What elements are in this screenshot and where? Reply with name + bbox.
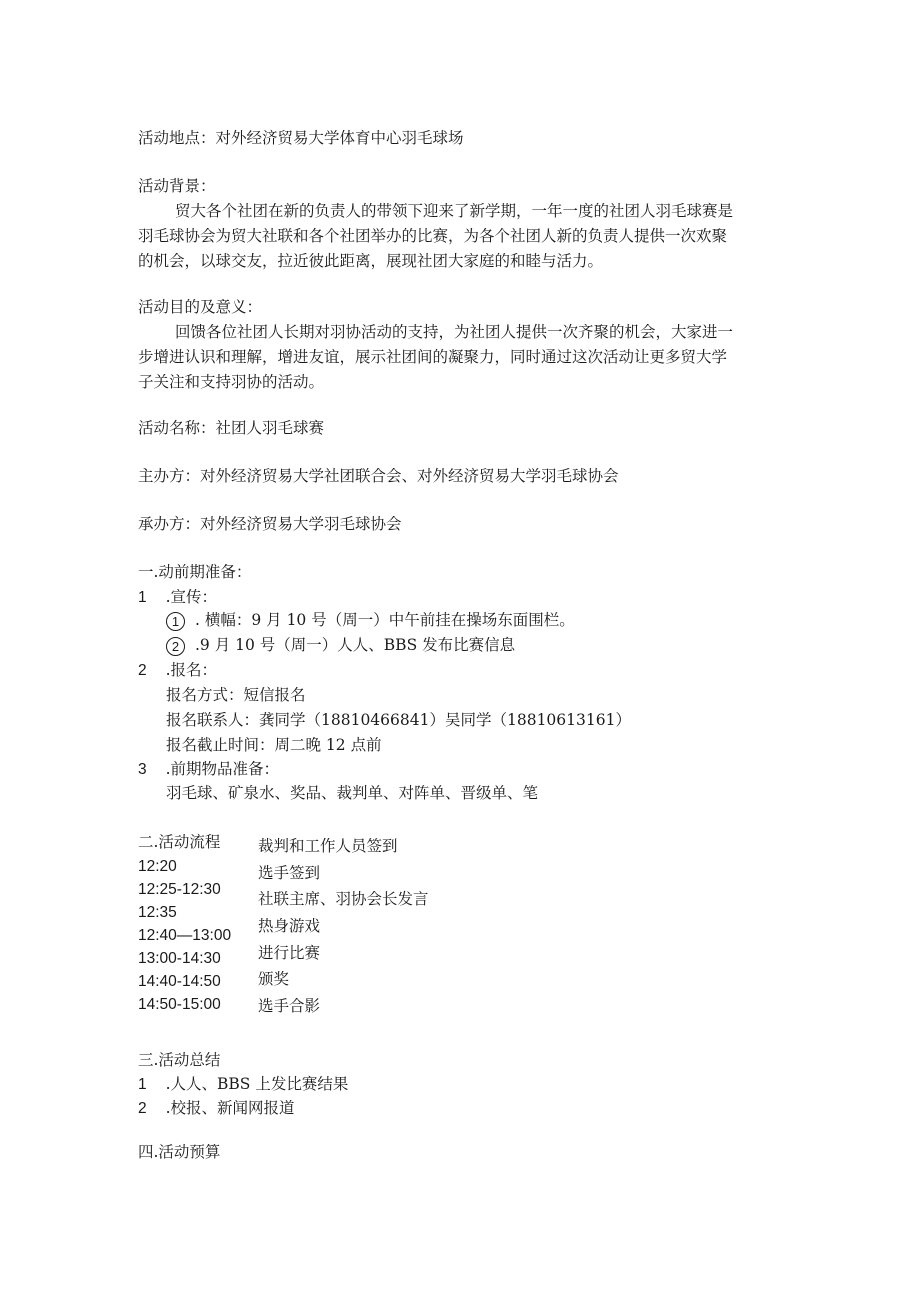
venue-line: 活动地点：对外经济贸易大学体育中心羽毛球场 [138, 129, 464, 147]
flow-time: 14:50-15:00 [138, 996, 221, 1013]
summary-item-1-num: 1 [138, 1076, 147, 1093]
background-line-1: 贸大各个社团在新的负责人的带领下迎来了新学期，一年一度的社团人羽毛球赛是 [175, 202, 734, 220]
prep-item-3 [138, 758, 279, 781]
flow-activity: 进行比赛 [258, 943, 321, 962]
signup-contact: 报名联系人：龚同学（18810466841）吴同学（18810613161） [166, 711, 631, 729]
circled-two-marker: 2 [166, 637, 185, 656]
prep-item-2-label: .报名： [165, 661, 217, 679]
prep-sub-2-text: .9 月 10 号（周一）人人、BBS 发布比赛信息 [195, 636, 516, 654]
flow-activities-column [258, 835, 498, 1022]
flow-activity: 热身游戏 [258, 917, 321, 936]
summary-item-2-label: .校报、新闻网报道 [165, 1099, 295, 1117]
flow-time: 12:35 [138, 904, 177, 921]
prep-heading: 一.动前期准备： [138, 563, 252, 581]
host-line: 主办方：对外经济贸易大学社团联合会、对外经济贸易大学羽毛球协会 [138, 467, 619, 485]
flow-time: 13:00-14:30 [138, 950, 221, 967]
prep-item-1 [138, 586, 217, 609]
summary-item-1-label: .人人、BBS 上发比赛结果 [165, 1075, 349, 1093]
summary-heading: 三.活动总结 [138, 1051, 221, 1069]
flow-activity: 颁奖 [258, 970, 290, 989]
prep-sub-2 [166, 634, 515, 656]
background-line-2: 羽毛球协会为贸大社联和各个社团举办的比赛，为各个社团人新的负责人提供一次欢聚 [138, 227, 728, 245]
flow-time: 12:20 [138, 858, 177, 875]
flow-activity: 裁判和工作人员签到 [258, 837, 398, 855]
summary-item-1 [138, 1073, 348, 1096]
circled-one-marker: 1 [166, 612, 185, 631]
prep-item-1-label: .宣传： [165, 588, 217, 606]
flow-heading: 二.活动流程 [138, 833, 221, 851]
prep-item-3-num: 3 [138, 761, 147, 778]
organizer-line: 承办方：对外经济贸易大学羽毛球协会 [138, 515, 402, 533]
flow-activity: 社联主席、羽协会长发言 [258, 890, 429, 909]
signup-deadline: 报名截止时间：周二晚 12 点前 [166, 736, 382, 754]
background-line-3: 的机会，以球交友，拉近彼此距离，展现社团大家庭的和睦与活力。 [138, 252, 604, 270]
flow-activity: 选手签到 [258, 863, 321, 882]
flow-time: 12:40—13:00 [138, 927, 232, 944]
budget-heading: 四.活动预算 [138, 1143, 221, 1161]
signup-method: 报名方式：短信报名 [166, 686, 306, 704]
purpose-line-3: 子关注和支持羽协的活动。 [138, 373, 325, 391]
prep-item-2-num: 2 [138, 662, 147, 679]
prep-item-2 [138, 659, 217, 682]
summary-item-2 [138, 1097, 295, 1120]
prep-item-3-label: .前期物品准备： [165, 760, 279, 778]
prep-sub-1 [166, 609, 575, 631]
prep-item-1-num: 1 [138, 589, 147, 606]
summary-item-2-num: 2 [138, 1100, 147, 1117]
background-heading: 活动背景： [138, 177, 216, 195]
flow-times-column [138, 855, 258, 1016]
flow-time: 12:25-12:30 [138, 881, 221, 898]
purpose-line-1: 回馈各位社团人长期对羽协活动的支持，为社团人提供一次齐聚的机会，大家进一 [175, 323, 734, 341]
supplies-list: 羽毛球、矿泉水、奖品、裁判单、对阵单、晋级单、笔 [166, 784, 539, 802]
purpose-line-2: 步增进认识和理解，增进友谊，展示社团间的凝聚力，同时通过这次活动让更多贸大学 [138, 348, 728, 366]
flow-activity: 选手合影 [258, 997, 321, 1016]
flow-time: 14:40-14:50 [138, 973, 221, 990]
prep-sub-1-text: . 横幅：9 月 10 号（周一）中午前挂在操场东面围栏。 [195, 611, 575, 629]
activity-name: 活动名称：社团人羽毛球赛 [138, 419, 325, 437]
purpose-heading: 活动目的及意义： [138, 298, 263, 316]
